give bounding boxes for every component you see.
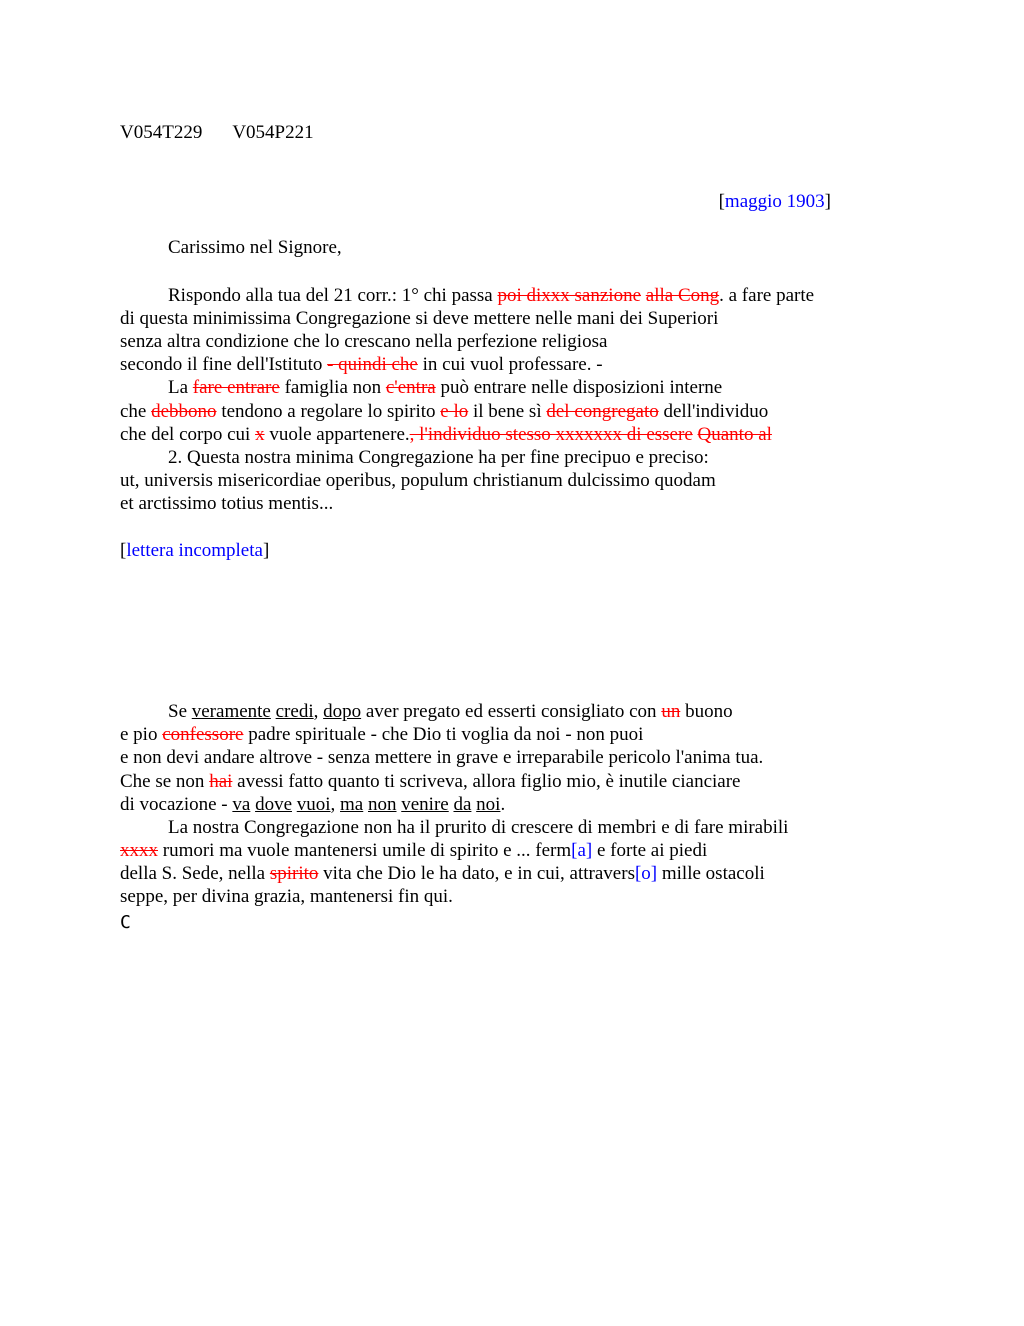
paragraph-line: Che se non hai avessi fatto quanto ti scriveva, allora figlio mio, è inutile cianciare: [120, 771, 741, 792]
deleted-text: fare entrare: [192, 377, 280, 398]
note-text: lettera incompleta: [126, 540, 263, 561]
underlined-text: dove: [255, 794, 292, 815]
deleted-text: x: [255, 424, 265, 445]
code-text: V054T229: [120, 122, 203, 143]
salutation: Carissimo nel Signore,: [168, 237, 342, 258]
paragraph-line: di vocazione - va dove vuoi, ma non venire da noi.: [120, 794, 506, 815]
bracket-close: ]: [262, 540, 270, 561]
footer-mark: C: [120, 912, 131, 933]
underlined-text: da: [453, 794, 472, 815]
deleted-text: confessore: [162, 724, 244, 745]
paragraph-line: secondo il fine dell'Istituto - quindi che in cui vuol professare. -: [120, 354, 603, 375]
underlined-text: veramente: [191, 701, 271, 722]
editorial-note: [120, 539, 269, 562]
deleted-text: poi dixxx sanzione: [497, 285, 642, 306]
paragraph-line: et arctissimo totius mentis...: [120, 493, 334, 514]
deleted-text: xxxx: [120, 840, 158, 861]
deleted-text: , l'individuo stesso xxxxxxx di essere: [409, 424, 693, 445]
deleted-text: - quindi che: [327, 354, 418, 375]
paragraph-line: ut, universis misericordiae operibus, populum christianum dulcissimo quodam: [120, 470, 716, 491]
underlined-text: dopo: [323, 701, 362, 722]
deleted-text: spirito: [269, 863, 319, 884]
paragraph-line: La fare entrare famiglia non c'entra può entrare nelle disposizioni interne: [168, 377, 723, 398]
paragraph-line: della S. Sede, nella spirito vita che Dio le ha dato, e in cui, attravers[o] mille ostacoli: [120, 863, 765, 884]
paragraph-line: che debbono tendono a regolare lo spirito e lo il bene sì del congregato dell'individuo: [120, 401, 769, 422]
underlined-text: venire: [401, 794, 449, 815]
deleted-text: e lo: [440, 401, 469, 422]
date-text: maggio 1903: [724, 191, 825, 212]
paragraph-line: e pio confessore padre spirituale - che Dio ti voglia da noi - non puoi: [120, 724, 644, 745]
deleted-text: c'entra: [385, 377, 436, 398]
underlined-text: va: [232, 794, 251, 815]
deleted-text: del congregato: [546, 401, 659, 422]
underlined-text: noi: [476, 794, 501, 815]
bracket-open: [: [120, 540, 127, 561]
paragraph-line: Se veramente credi, dopo aver pregato ed esserti consigliato con un buono: [168, 701, 733, 722]
letter-date: [719, 190, 831, 213]
underlined-text: ma: [340, 794, 364, 815]
paragraph-line: e non devi andare altrove - senza mettere in grave e irreparabile pericolo l'anima tua.: [120, 747, 764, 768]
paragraph-line: 2. Questa nostra minima Congregazione ha per fine precipuo e preciso:: [168, 447, 709, 468]
paragraph-line: senza altra condizione che lo crescano nella perfezione religiosa: [120, 331, 608, 352]
paragraph-line: seppe, per divina grazia, mantenersi fin qui.: [120, 886, 453, 907]
deleted-text: un: [661, 701, 681, 722]
underlined-text: vuoi: [296, 794, 331, 815]
paragraph-line: che del corpo cui x vuole appartenere., l'individuo stesso xxxxxxx di essere Quanto al: [120, 424, 772, 445]
underlined-text: non: [368, 794, 397, 815]
deleted-text: Quanto al: [697, 424, 772, 445]
paragraph-line: di questa minimissima Congregazione si deve mettere nelle mani dei Superiori: [120, 308, 719, 329]
paragraph-line: Rispondo alla tua del 21 corr.: 1° chi passa poi dixxx sanzione alla Cong. a fare parte: [168, 285, 815, 306]
bracket-close: ]: [824, 191, 831, 212]
deleted-text: alla Cong: [645, 285, 720, 306]
editorial-insert: [a]: [571, 840, 593, 861]
paragraph-line: La nostra Congregazione non ha il prurito di crescere di membri e di fare mirabili: [168, 817, 789, 838]
editorial-insert: [o]: [634, 863, 658, 884]
deleted-text: hai: [209, 771, 233, 792]
paragraph-line: xxxx rumori ma vuole mantenersi umile di spirito e ... ferm[a] e forte ai piedi: [120, 840, 708, 861]
underlined-text: credi: [275, 701, 314, 722]
page-code-text: V054P221: [232, 122, 314, 143]
document-codes: [120, 121, 314, 144]
bracket-open: [: [718, 191, 725, 212]
deleted-text: debbono: [151, 401, 217, 422]
